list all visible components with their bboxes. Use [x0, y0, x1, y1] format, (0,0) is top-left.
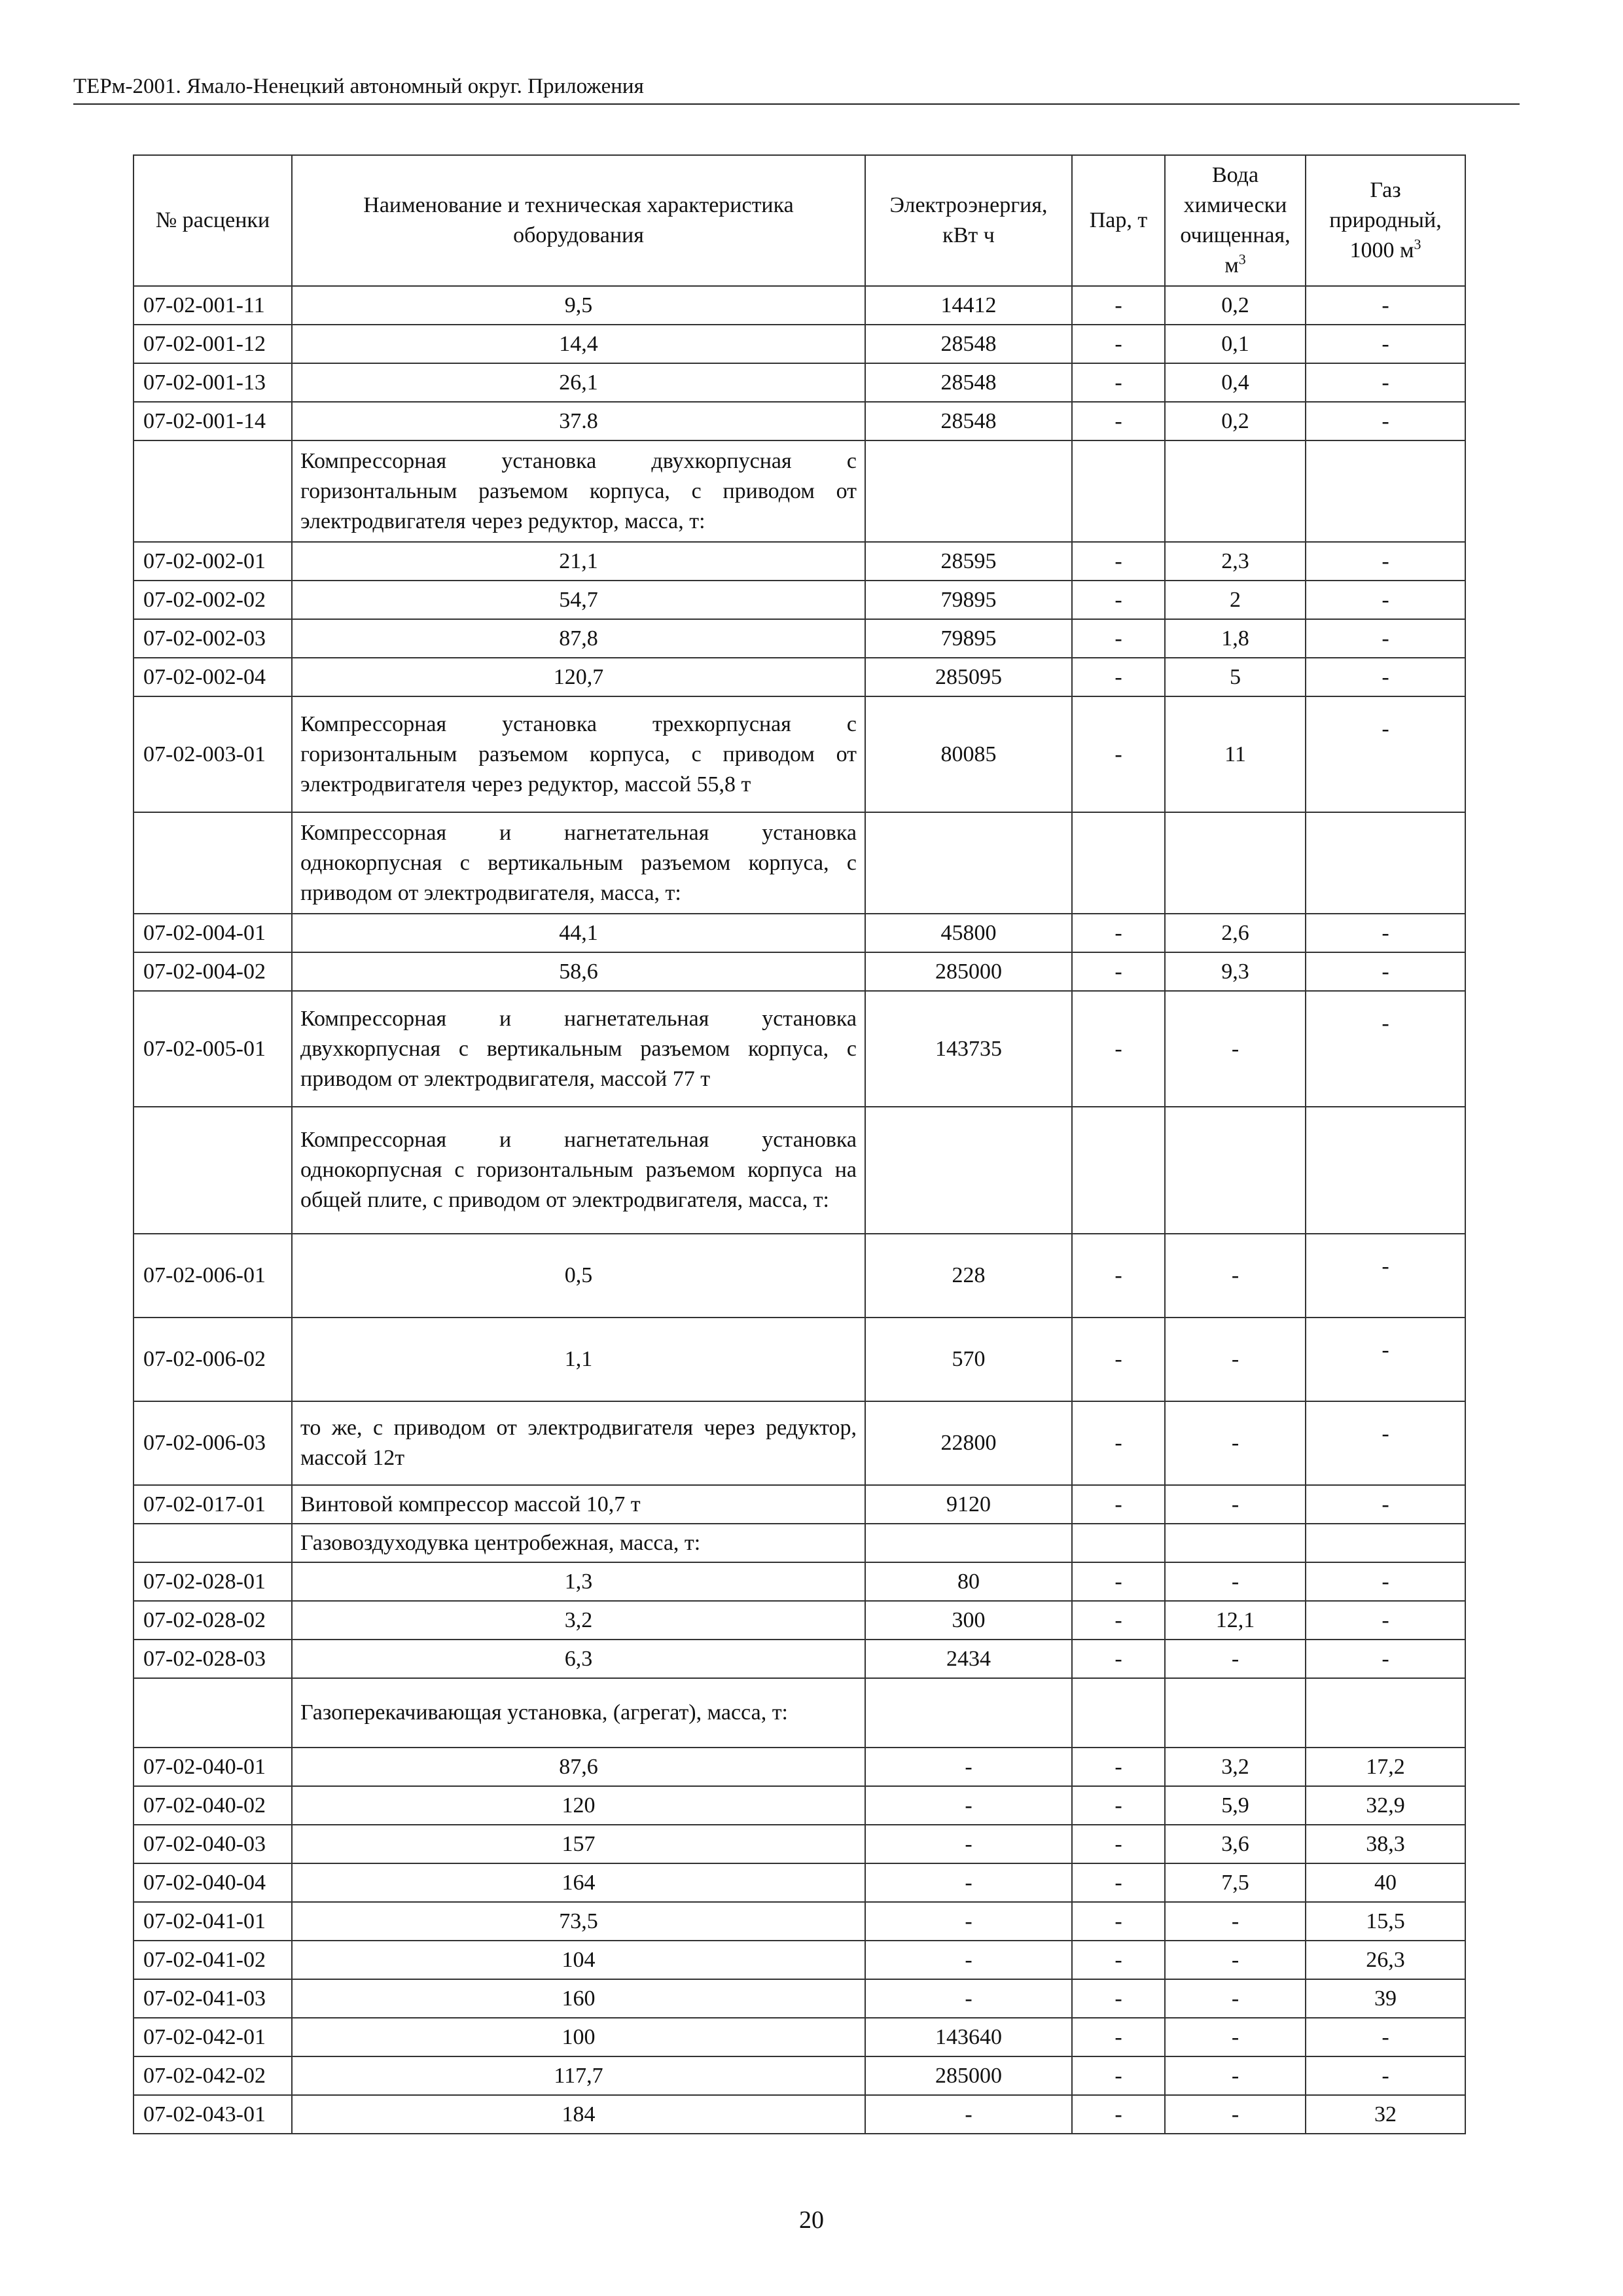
cell-power: [865, 1524, 1072, 1562]
cell-code: 07-02-041-03: [134, 1979, 292, 2018]
cell-water: [1165, 440, 1306, 542]
table-row: [134, 914, 1465, 952]
cell-gas: 26,3: [1306, 1941, 1465, 1979]
table-row: [134, 1107, 1465, 1234]
cell-water: 5: [1165, 658, 1306, 696]
cell-water: -: [1165, 1902, 1306, 1941]
col-header-gas: [1306, 155, 1465, 286]
running-header: ТЕРм-2001. Ямало-Ненецкий автономный округ. Приложения: [73, 73, 1520, 105]
cell-water: -: [1165, 2018, 1306, 2056]
cell-gas: 15,5: [1306, 1902, 1465, 1941]
cell-power: 28548: [865, 363, 1072, 402]
cell-gas: 39: [1306, 1979, 1465, 2018]
cell-steam: -: [1072, 658, 1165, 696]
cell-name: 3,2: [292, 1601, 865, 1640]
table-header-row: [134, 155, 1465, 286]
cell-steam: -: [1072, 1401, 1165, 1485]
cell-water: 11: [1165, 696, 1306, 812]
cell-steam: [1072, 1678, 1165, 1748]
cell-code: 07-02-001-11: [134, 286, 292, 325]
cell-water: 2: [1165, 581, 1306, 619]
cell-gas: -: [1306, 2018, 1465, 2056]
cell-name: 120: [292, 1786, 865, 1825]
cell-code: 07-02-042-01: [134, 2018, 292, 2056]
cell-code: 07-02-006-01: [134, 1234, 292, 1318]
cell-water: -: [1165, 2056, 1306, 2095]
cell-steam: -: [1072, 1979, 1165, 2018]
cell-water: [1165, 1524, 1306, 1562]
cell-code: 07-02-001-12: [134, 325, 292, 363]
cell-gas: -: [1306, 1640, 1465, 1678]
cell-steam: [1072, 812, 1165, 914]
cell-water: 7,5: [1165, 1863, 1306, 1902]
cell-gas: 17,2: [1306, 1748, 1465, 1786]
cell-name: Компрессорная установка трехкорпусная с горизонтальным разъемом корпуса, с приводом от электродвигателя через редуктор, массой 55,8 т: [292, 696, 865, 812]
cell-water: 0,4: [1165, 363, 1306, 402]
cell-power: [865, 1107, 1072, 1234]
cell-gas: -: [1306, 402, 1465, 440]
cell-name: 164: [292, 1863, 865, 1902]
cell-code: 07-02-001-14: [134, 402, 292, 440]
cell-power: -: [865, 1748, 1072, 1786]
cell-code: [134, 1678, 292, 1748]
cell-name: Газовоздуходувка центробежная, масса, т:: [292, 1524, 865, 1562]
col-header-steam: Пар, т: [1072, 155, 1165, 286]
cell-steam: -: [1072, 1562, 1165, 1601]
cell-name: Компрессорная установка двухкорпусная с горизонтальным разъемом корпуса, с приводом от электродвигателя через редуктор, масса, т:: [292, 440, 865, 542]
cell-name: 6,3: [292, 1640, 865, 1678]
cell-gas: 38,3: [1306, 1825, 1465, 1863]
table-row: [134, 619, 1465, 658]
cell-code: 07-02-004-01: [134, 914, 292, 952]
cell-steam: -: [1072, 1601, 1165, 1640]
cell-steam: -: [1072, 1485, 1165, 1524]
cell-code: [134, 812, 292, 914]
table-row: [134, 2056, 1465, 2095]
cell-steam: -: [1072, 1748, 1165, 1786]
cell-power: -: [865, 1863, 1072, 1902]
cell-water: 3,2: [1165, 1748, 1306, 1786]
table-row: [134, 1234, 1465, 1318]
cell-steam: -: [1072, 402, 1165, 440]
cell-name: 9,5: [292, 286, 865, 325]
table-row: [134, 325, 1465, 363]
cell-code: 07-02-003-01: [134, 696, 292, 812]
cell-water: 5,9: [1165, 1786, 1306, 1825]
cell-gas: -: [1306, 914, 1465, 952]
table-row: [134, 2095, 1465, 2134]
cell-name: 14,4: [292, 325, 865, 363]
cell-water: -: [1165, 1234, 1306, 1318]
cell-code: 07-02-040-01: [134, 1748, 292, 1786]
cell-name: 1,3: [292, 1562, 865, 1601]
cell-code: 07-02-043-01: [134, 2095, 292, 2134]
cell-steam: [1072, 1524, 1165, 1562]
cell-name: Компрессорная и нагнетательная установка однокорпусная с горизонтальным разъемом корпуса на общей плите, с приводом от электродвигателя, масса, т:: [292, 1107, 865, 1234]
cell-steam: -: [1072, 1902, 1165, 1941]
cell-steam: -: [1072, 696, 1165, 812]
cell-gas: -: [1306, 991, 1465, 1107]
cell-power: 79895: [865, 619, 1072, 658]
table-row: [134, 1863, 1465, 1902]
cell-code: [134, 1107, 292, 1234]
table-row: [134, 658, 1465, 696]
cell-name: Компрессорная и нагнетательная установка двухкорпусная с вертикальным разъемом корпуса, с приводом от электродвигателя, массой 77 т: [292, 991, 865, 1107]
cell-name: 184: [292, 2095, 865, 2134]
cell-water: [1165, 1678, 1306, 1748]
cell-code: 07-02-002-03: [134, 619, 292, 658]
table-row: [134, 286, 1465, 325]
cell-steam: -: [1072, 619, 1165, 658]
cell-gas: 32: [1306, 2095, 1465, 2134]
cell-code: 07-02-006-03: [134, 1401, 292, 1485]
cell-power: 28548: [865, 325, 1072, 363]
cell-water: -: [1165, 1941, 1306, 1979]
cell-power: 300: [865, 1601, 1072, 1640]
cell-water: 0,2: [1165, 402, 1306, 440]
cell-water: -: [1165, 1401, 1306, 1485]
cell-gas: -: [1306, 325, 1465, 363]
table-row: [134, 1601, 1465, 1640]
cell-name: 26,1: [292, 363, 865, 402]
cell-steam: -: [1072, 1234, 1165, 1318]
cell-gas: [1306, 1524, 1465, 1562]
table-row: [134, 1979, 1465, 2018]
cell-code: 07-02-041-01: [134, 1902, 292, 1941]
cell-power: 143640: [865, 2018, 1072, 2056]
cell-code: 07-02-028-02: [134, 1601, 292, 1640]
cell-gas: -: [1306, 619, 1465, 658]
cell-gas: -: [1306, 1485, 1465, 1524]
cell-power: 28595: [865, 542, 1072, 581]
table-row: [134, 402, 1465, 440]
cell-power: 22800: [865, 1401, 1072, 1485]
table-body: [134, 286, 1465, 2134]
cell-gas: -: [1306, 2056, 1465, 2095]
cell-gas: -: [1306, 1234, 1465, 1318]
cell-water: -: [1165, 1640, 1306, 1678]
table-row: [134, 1748, 1465, 1786]
cell-name: 58,6: [292, 952, 865, 991]
cell-steam: [1072, 1107, 1165, 1234]
cell-steam: -: [1072, 1825, 1165, 1863]
cell-code: 07-02-041-02: [134, 1941, 292, 1979]
cell-code: 07-02-028-01: [134, 1562, 292, 1601]
col-header-code: № расценки: [134, 155, 292, 286]
cell-power: 285000: [865, 952, 1072, 991]
cell-water: 9,3: [1165, 952, 1306, 991]
cell-steam: [1072, 440, 1165, 542]
col-header-power: Электроэнергия, кВт ч: [865, 155, 1072, 286]
cell-gas: [1306, 440, 1465, 542]
cell-name: 73,5: [292, 1902, 865, 1941]
cell-name: 44,1: [292, 914, 865, 952]
table-row: [134, 1902, 1465, 1941]
cell-code: 07-02-002-04: [134, 658, 292, 696]
cell-power: -: [865, 1979, 1072, 2018]
cell-power: [865, 812, 1072, 914]
cell-steam: -: [1072, 2018, 1165, 2056]
cell-power: 9120: [865, 1485, 1072, 1524]
cell-water: -: [1165, 2095, 1306, 2134]
cell-steam: -: [1072, 542, 1165, 581]
cell-power: -: [865, 1825, 1072, 1863]
cell-water: -: [1165, 1562, 1306, 1601]
cell-water: 1,8: [1165, 619, 1306, 658]
cell-gas: -: [1306, 1601, 1465, 1640]
cell-water: 0,1: [1165, 325, 1306, 363]
cell-code: [134, 440, 292, 542]
col-header-gas-sup: 3: [1414, 236, 1421, 253]
cell-steam: -: [1072, 1941, 1165, 1979]
cell-code: 07-02-002-01: [134, 542, 292, 581]
cell-steam: -: [1072, 286, 1165, 325]
cell-gas: -: [1306, 581, 1465, 619]
cell-power: 79895: [865, 581, 1072, 619]
cell-power: 285000: [865, 2056, 1072, 2095]
cell-water: -: [1165, 1318, 1306, 1401]
table-row: [134, 1318, 1465, 1401]
cell-power: [865, 440, 1072, 542]
cell-name: 87,6: [292, 1748, 865, 1786]
cell-name: 54,7: [292, 581, 865, 619]
cell-name: 37.8: [292, 402, 865, 440]
cell-code: 07-02-001-13: [134, 363, 292, 402]
table-row: [134, 1485, 1465, 1524]
table-row: [134, 542, 1465, 581]
cell-code: 07-02-004-02: [134, 952, 292, 991]
cell-power: -: [865, 1786, 1072, 1825]
table-row: [134, 991, 1465, 1107]
cell-gas: -: [1306, 696, 1465, 812]
cell-power: 80: [865, 1562, 1072, 1601]
table-row: [134, 1401, 1465, 1485]
cell-code: 07-02-040-03: [134, 1825, 292, 1863]
cell-steam: -: [1072, 952, 1165, 991]
cell-gas: -: [1306, 542, 1465, 581]
cell-power: [865, 1678, 1072, 1748]
cell-name: 87,8: [292, 619, 865, 658]
cell-name: то же, с приводом от электродвигателя через редуктор, массой 12т: [292, 1401, 865, 1485]
cell-power: 14412: [865, 286, 1072, 325]
cell-water: -: [1165, 991, 1306, 1107]
col-header-water-sup: 3: [1238, 251, 1246, 268]
cell-name: 117,7: [292, 2056, 865, 2095]
cell-power: 228: [865, 1234, 1072, 1318]
cell-name: 160: [292, 1979, 865, 2018]
cell-power: -: [865, 2095, 1072, 2134]
cell-steam: -: [1072, 2095, 1165, 2134]
cell-code: 07-02-005-01: [134, 991, 292, 1107]
cell-steam: -: [1072, 1318, 1165, 1401]
cell-water: [1165, 1107, 1306, 1234]
col-header-name: Наименование и техническая характеристика оборудования: [292, 155, 865, 286]
col-header-water-text: Вода химически очищенная, м: [1180, 163, 1291, 278]
cell-gas: -: [1306, 363, 1465, 402]
table-row: [134, 1825, 1465, 1863]
table-row: [134, 1941, 1465, 1979]
cell-power: 570: [865, 1318, 1072, 1401]
cell-name: Газоперекачивающая установка, (агрегат), масса, т:: [292, 1678, 865, 1748]
cell-name: 104: [292, 1941, 865, 1979]
cell-code: 07-02-017-01: [134, 1485, 292, 1524]
cell-name: 1,1: [292, 1318, 865, 1401]
cell-code: 07-02-028-03: [134, 1640, 292, 1678]
cell-code: 07-02-040-04: [134, 1863, 292, 1902]
cell-gas: [1306, 812, 1465, 914]
cell-steam: -: [1072, 914, 1165, 952]
cell-steam: -: [1072, 325, 1165, 363]
cell-power: 143735: [865, 991, 1072, 1107]
cell-gas: -: [1306, 658, 1465, 696]
cell-water: 3,6: [1165, 1825, 1306, 1863]
cell-power: 285095: [865, 658, 1072, 696]
table-row: [134, 696, 1465, 812]
cell-gas: -: [1306, 286, 1465, 325]
table-row: [134, 581, 1465, 619]
cell-power: -: [865, 1941, 1072, 1979]
cell-water: 2,3: [1165, 542, 1306, 581]
cell-power: 2434: [865, 1640, 1072, 1678]
table-row: [134, 1524, 1465, 1562]
cell-name: 120,7: [292, 658, 865, 696]
cell-name: 157: [292, 1825, 865, 1863]
table-row: [134, 363, 1465, 402]
resource-table: [133, 154, 1466, 2134]
cell-water: -: [1165, 1979, 1306, 2018]
cell-power: 80085: [865, 696, 1072, 812]
table-row: [134, 812, 1465, 914]
table-row: [134, 2018, 1465, 2056]
cell-water: [1165, 812, 1306, 914]
table-row: [134, 1786, 1465, 1825]
cell-steam: -: [1072, 1786, 1165, 1825]
cell-steam: -: [1072, 1863, 1165, 1902]
cell-gas: 32,9: [1306, 1786, 1465, 1825]
cell-gas: -: [1306, 952, 1465, 991]
cell-steam: -: [1072, 2056, 1165, 2095]
col-header-gas-text: Газ природный, 1000 м: [1329, 178, 1442, 262]
cell-power: -: [865, 1902, 1072, 1941]
cell-name: Винтовой компрессор массой 10,7 т: [292, 1485, 865, 1524]
cell-name: Компрессорная и нагнетательная установка однокорпусная с вертикальным разъемом корпуса, с приводом от электродвигателя, масса, т:: [292, 812, 865, 914]
col-header-water: [1165, 155, 1306, 286]
cell-power: 28548: [865, 402, 1072, 440]
table-row: [134, 1562, 1465, 1601]
cell-gas: -: [1306, 1318, 1465, 1401]
table-row: [134, 440, 1465, 542]
cell-gas: 40: [1306, 1863, 1465, 1902]
cell-gas: -: [1306, 1562, 1465, 1601]
table-row: [134, 1678, 1465, 1748]
cell-steam: -: [1072, 581, 1165, 619]
table-row: [134, 952, 1465, 991]
cell-gas: -: [1306, 1401, 1465, 1485]
cell-code: 07-02-006-02: [134, 1318, 292, 1401]
cell-name: 0,5: [292, 1234, 865, 1318]
cell-gas: [1306, 1678, 1465, 1748]
cell-gas: [1306, 1107, 1465, 1234]
cell-steam: -: [1072, 991, 1165, 1107]
cell-code: 07-02-042-02: [134, 2056, 292, 2095]
cell-water: 12,1: [1165, 1601, 1306, 1640]
cell-steam: -: [1072, 1640, 1165, 1678]
cell-water: 2,6: [1165, 914, 1306, 952]
cell-power: 45800: [865, 914, 1072, 952]
cell-code: [134, 1524, 292, 1562]
cell-code: 07-02-040-02: [134, 1786, 292, 1825]
cell-water: 0,2: [1165, 286, 1306, 325]
page-number: 20: [799, 2206, 824, 2234]
cell-name: 21,1: [292, 542, 865, 581]
cell-code: 07-02-002-02: [134, 581, 292, 619]
table-row: [134, 1640, 1465, 1678]
cell-steam: -: [1072, 363, 1165, 402]
cell-name: 100: [292, 2018, 865, 2056]
cell-water: -: [1165, 1485, 1306, 1524]
